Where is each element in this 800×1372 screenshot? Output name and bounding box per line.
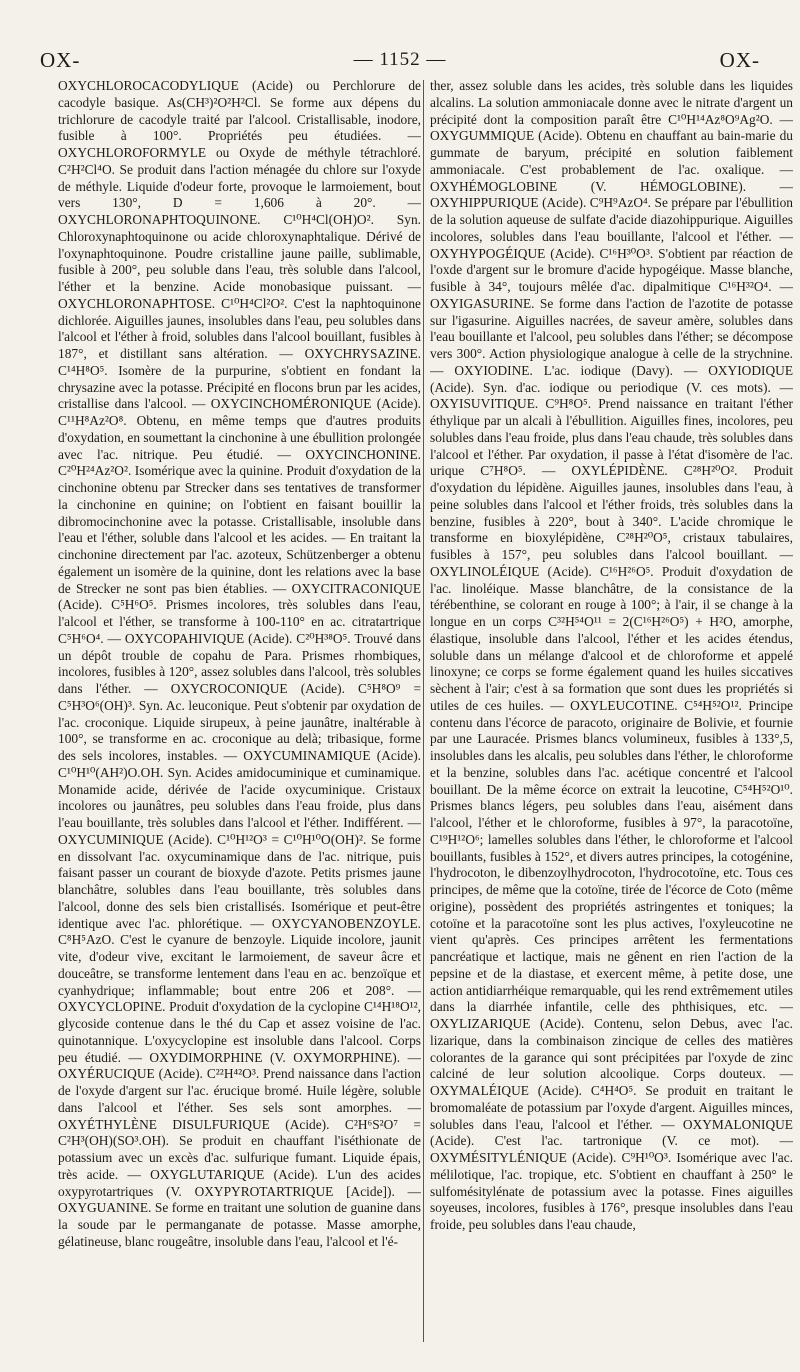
header-left-guideword: OX- <box>40 47 81 72</box>
right-column <box>430 78 793 1338</box>
right-column-text: ther, assez soluble dans les acides, très soluble dans les liquides alcalins. La solution ammoniacale donne avec le nitrate d'argent un précipité dont la composition paraît être C¹⁰H¹⁴Az⁸O⁹Ag²O. — OXYGUMMIQUE (Acide). Obtenu en chauffant au bain-marie du gummate de baryum, précipité en solution faiblement ammoniacale. C'est probablement de l'ac. oxalique. — OXYHÉMOGLOBINE (V. HÉMOGLOBINE). — OXYHIPPURIQUE (Acide). C⁹H⁹AzO⁴. Se prépare par l'ébullition de la solution aqueuse de sulfate d'acide diazohippurique. Aiguilles incolores, solubles dans l'eau bouillante, l'alcool et l'éther. — OXYHYPOGÉIQUE (Acide). C¹⁶H³⁰O³. S'obtient par réaction de l'oxde d'argent sur le bromure d'acide hypogéique. Masse blanche, fusible à 34°, toujours mêlée d'ac. dipalmitique C¹⁶H³²O⁴. — OXYIGASURINE. Se forme dans l'action de l'azotite de potasse sur l'igasurine. Aiguilles nacrées, de saveur amère, solubles dans l'eau bouillante et l'alcool, peu solubles dans l'éther; se décompose vers 300°. Action physiologique analogue à celle de la strychnine. — OXYIODINE. L'ac. iodique (Davy). — OXYIODIQUE (Acide). Syn. d'ac. iodique ou periodique (V. ces mots). — OXYISUVITIQUE. C⁹H⁸O⁵. Prend naissance en traitant l'éther éthylique par un alcali à l'ébullition. Aiguilles fines, incolores, peu solubles dans l'eau froide, plus dans l'eau chaude, très solubles dans l'alcool et l'éther. Par oxydation, il passe à l'état d'isomère de l'ac. urique C⁷H⁸O⁵. — OXYLÉPIDÈNE. C²⁸H²⁰O². Produit d'oxydation du lépidène. Aiguilles jaunes, insolubles dans l'eau, à peine solubles dans l'alcool et l'éther froids, très solubles dans la benzine, fusibles à 220°, bout à 340°. L'acide chromique le transforme en bioxylépidène, C²⁸H²⁰O⁵, cristaux tabulaires, fusibles à 157°, peu solubles dans l'alcool bouillant. — OXYLINOLÉIQUE (Acide). C¹⁶H²⁶O⁵. Produit d'oxydation de l'ac. linoléique. Masse blanchâtre, de la consistance de la térébenthine, se colorant en rouge à 100°; à l'air, il se change à la longue en un corps C³²H⁵⁴O¹¹ = 2(C¹⁶H²⁶O⁵) + H²O, amorphe, élastique, insoluble dans l'alcool, l'éther et les acides étendus, soluble dans un mélange d'alcool et de chloroforme et appelé linoxyne; ce corps se forme également quand les huiles siccatives sèchent à l'air; c'est à sa formation que sont dues les propriétés si utiles de ces huiles. — OXYLEUCOTINE. C⁵⁴H⁵²O¹². Principe contenu dans l'écorce de paracoto, originaire de Bolivie, et fournie par une Lauracée. Prismes blancs volumineux, fusibles à 133°,5, insolubles dans les alcalis, peu solubles dans l'éther, le chloroforme et la benzine, solubles dans l'ac. acétique concentré et l'alcool bouillant. De la même écorce on extrait la leucotine, C⁵⁴H⁵²O¹⁰. Prismes blancs légers, peu solubles dans l'eau, aisément dans l'alcool, l'éther et le chloroforme, fusibles à 97°, la paracotoïne, C¹⁹H¹²O⁶; lamelles solubles dans l'éther, le chloroforme et l'alcool bouillants, fusibles à 152°, et divers autres principes, la cotogénine, l'hydrocoton, le dibenzoylhydrocoton, l'hydrocotoïne, etc. Tous ces principes, de même que la cotoïne, tirée de l'écorce de Coto (même origine), possèdent des propriétés astringentes et toniques; la cotoïne et la paracotoïne sont les plus actives, l'oxyleucotine ne vient qu'après. Ces principes arrêtent les fermentations pancréatique et lactique, mais ne gênent en rien l'action de la pepsine et de la diastase, et exercent même, à petite dose, une action antidiarrhéique remarquable, qui les rend extrêmement utiles dans la diarrhée infantile, celle des phthisiques, etc. — OXYLIZARIQUE (Acide). Contenu, selon Debus, avec l'ac. lizarique, dans la combinaison zincique de celles des matières colorantes de la garance qui sont précipitées par l'oxyde de zinc calciné de leur solution alcoolique. Corps douteux. — OXYMALÉIQUE (Acide). C⁴H⁴O⁵. Se produit en traitant le bromomaléate de potassium par l'oxyde d'argent. Aiguilles minces, solubles dans l'eau, l'alcool et l'éther. — OXYMALONIQUE (Acide). C'est l'ac. tartronique (V. ce mot). — OXYMÉSITYLÉNIQUE (Acide). C⁹H¹⁰O³. Isomérique avec l'ac. mélilotique, l'ac. tropique, etc. S'obtient en chauffant à 250° le sulfomésitylénate de potassium avec la potasse. Fines aiguilles soyeuses, incolores, fusibles à 176°, presque insolubles dans l'eau froide, peu solubles dans l'eau chaude, <box>430 78 793 1232</box>
header-right-guideword: OX- <box>719 47 760 72</box>
column-divider <box>423 80 424 1342</box>
running-header <box>40 46 760 74</box>
left-column <box>58 78 421 1350</box>
left-column-text: OXYCHLOROCACODYLIQUE (Acide) ou Perchlorure de cacodyle basique. As(CH³)²O²H²Cl. Se forme aux dépens du trichlorure de cacodyle traité par l'alcool. Cristallisable, inodore, fusible à 100°. Propriétés peu étudiées. — OXYCHLOROFORMYLE ou Oxyde de méthyle tétrachloré. C²H²Cl⁴O. Se produit dans l'action ménagée du chlore sur l'oxyde de méthyle. Liquide d'odeur forte, provoque le larmoiement, bout vers 130°, D = 1,606 à 20°. — OXYCHLORONAPHTOQUINONE. C¹⁰H⁴Cl(OH)O². Syn. Chloroxynaphtoquinone ou acide chloroxynaphtalique. Dérivé de l'oxynaphtoquinone. Poudre cristalline jaune paille, sublimable, fusible à 200°, peu soluble dans l'eau, très soluble dans l'alcool, l'éther et la benzine. Acide monobasique puissant. — OXYCHLORONAPHTOSE. C¹⁰H⁴Cl²O². C'est la naphtoquinone dichlorée. Aiguilles jaunes, insolubles dans l'eau, peu solubles dans l'alcool et l'éther à froid, solubles dans l'alcool bouillant, fusibles à 187°, et distillant sans altération. — OXYCHRYSAZINE. C¹⁴H⁸O⁵. Isomère de la purpurine, s'obtient en fondant la chrysazine avec la potasse. Précipité en flocons brun par les acides, cristallise dans l'alcool. — OXYCINCHOMÉRONIQUE (Acide). C¹¹H⁸Az²O⁸. Obtenu, en même temps que d'autres produits d'oxydation, en soumettant la cinchonine à une ébullition prolongée avec l'ac. nitrique. Peu étudié. — OXYCINCHONINE. C²⁰H²⁴Az²O². Isomérique avec la quinine. Produit d'oxydation de la cinchonine obtenu par Strecker dans ses tentatives de transformer la cinchonine en quinine; on l'obtient en faisant bouillir la dibromocinchonine avec la potasse. Cristallisable, insoluble dans l'eau et l'éther, soluble dans l'alcool et les acides. — En traitant la cinchonine directement par l'ac. azoteux, Schützenberger a obtenu également un isomère de la quinine, dont les relations avec la base de Strecker ne sont pas bien établies. — OXYCITRACONIQUE (Acide). C⁵H⁶O⁵. Prismes incolores, très solubles dans l'eau, l'alcool et l'éther, se transforme à 100-110° en ac. citratartrique C⁵H⁶O⁴. — OXYCOPAHIVIQUE (Acide). C²⁰H³⁸O⁵. Trouvé dans un dépôt trouble de copahu de Para. Prismes rhombiques, incolores, fusibles à 120°, assez solubles dans l'alcool, très solubles dans l'éther. — OXYCROCONIQUE (Acide). C⁵H⁸O⁹ = C⁵H³O⁶(OH)³. Syn. Ac. leuconique. Peut s'obtenir par oxydation de l'ac. croconique. Liquide sirupeux, à peine jaunâtre, inaltérable à 100°, se transforme en ac. croconique au delà; tribasique, forme des sels incolores, instables. — OXYCUMINAMIQUE (Acide). C¹⁰H¹⁰(AH²)O.OH. Syn. Acides amidocuminique et cuminamique. Monamide acide, dérivée de l'acide oxycuminique. Cristaux incolores ou jaunâtres, peu solubles dans l'eau froide, plus dans l'eau bouillante, très solubles dans l'alcool et l'éther. Indifférent. — OXYCUMINIQUE (Acide). C¹⁰H¹²O³ = C¹⁰H¹⁰O(OH)². Se forme en dissolvant l'ac. oxycuminamique dans de l'ac. nitrique, puis faisant passer un courant de bioxyde d'azote. Petits prismes jaune blanchâtre, solubles dans l'eau bouillante, très solubles dans l'alcool, donne des sels bien cristallisés. Isomérique et peut-être identique avec l'ac. phlorétique. — OXYCYANOBENZOYLE. C⁸H⁵AzO. C'est le cyanure de benzoyle. Liquide incolore, jaunit vite, d'odeur vive, excitant le larmoiement, de saveur âcre et douceâtre, se transforme lentement dans l'eau en ac. benzoïque et cyanhydrique; inflammable; bout entre 206 et 208°. — OXYCYCLOPINE. Produit d'oxydation de la cyclopine C¹⁴H¹⁸O¹², glycoside contenue dans le thé du Cap et assez voisine de l'ac. quinotannique. L'oxycyclopine est insoluble dans l'alcool. Corps peu étudié. — OXYDIMORPHINE (V. OXYMORPHINE). — OXYÉRUCIQUE (Acide). C²²H⁴²O³. Prend naissance dans l'action de l'oxyde d'argent sur l'ac. érucique bromé. Huile légère, soluble dans l'alcool et l'éther. Ses sels sont amorphes. — OXYÉTHYLÈNE DISULFURIQUE (Acide). C²H⁶S²O⁷ = C²H³(OH)(SO³.OH). Se produit en chauffant l'iséthionate de potassium avec un excès d'ac. sulfurique fumant. Liquide épais, très acide. — OXYGLUTARIQUE (Acide). L'un des acides oxypyrotartriques (V. OXYPYROTARTRIQUE [Acide]). — OXYGUANINE. Se forme en traitant une solution de guanine dans la soude par le permanganate de potasse. Masse amorphe, gélatineuse, blanc rougeâtre, insoluble dans l'eau, l'alcool et l'é- <box>58 78 421 1249</box>
page-number: — 1152 — <box>353 49 447 70</box>
